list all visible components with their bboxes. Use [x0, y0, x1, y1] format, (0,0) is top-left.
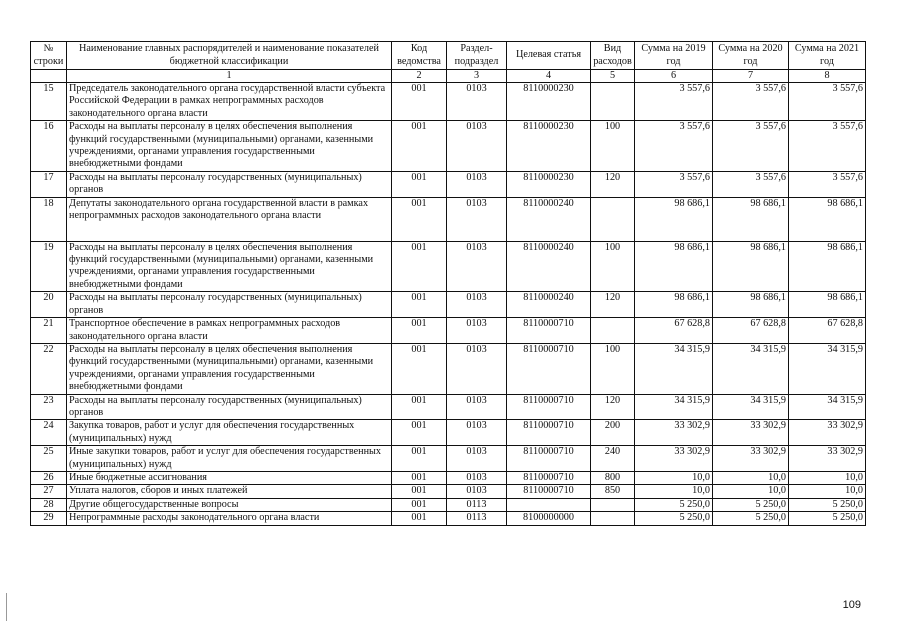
target-item-cell: 8110000230	[507, 171, 591, 197]
department-code-cell: 001	[392, 343, 447, 394]
sum-2020-cell: 67 628,8	[713, 318, 789, 344]
expense-type-cell: 800	[591, 471, 635, 484]
sum-2021-cell: 10,0	[789, 485, 866, 498]
column-number-row	[31, 70, 866, 83]
column-number-label: 8	[789, 70, 866, 83]
expense-type-cell: 200	[591, 420, 635, 446]
sum-2020-cell: 98 686,1	[713, 241, 789, 292]
sum-2021-cell: 33 302,9	[789, 420, 866, 446]
margin-line	[6, 593, 7, 621]
header-row-number: № строки	[31, 42, 67, 70]
budget-table	[30, 41, 866, 526]
target-item-cell: 8110000230	[507, 121, 591, 172]
table-row	[31, 343, 866, 394]
section-cell: 0103	[447, 318, 507, 344]
header-sum-2021: Сумма на 2021 год	[789, 42, 866, 70]
expense-type-cell: 240	[591, 446, 635, 472]
sum-2021-cell: 98 686,1	[789, 292, 866, 318]
item-name-cell: Уплата налогов, сборов и иных платежей	[67, 485, 392, 498]
sum-2020-cell: 98 686,1	[713, 197, 789, 241]
sum-2019-cell: 98 686,1	[635, 241, 713, 292]
sum-2020-cell: 3 557,6	[713, 171, 789, 197]
section-cell: 0103	[447, 343, 507, 394]
item-name-cell: Непрограммные расходы законодательного органа власти	[67, 512, 392, 525]
sum-2021-cell: 67 628,8	[789, 318, 866, 344]
table-row	[31, 498, 866, 511]
table-row	[31, 121, 866, 172]
item-name-cell: Транспортное обеспечение в рамках непрограммных расходов законодательного органа власти	[67, 318, 392, 344]
sum-2019-cell: 10,0	[635, 485, 713, 498]
sum-2020-cell: 5 250,0	[713, 498, 789, 511]
column-number-label: 1	[67, 70, 392, 83]
row-number-cell: 15	[31, 83, 67, 121]
sum-2021-cell: 5 250,0	[789, 512, 866, 525]
column-number-label: 3	[447, 70, 507, 83]
section-cell: 0103	[447, 394, 507, 420]
sum-2021-cell: 3 557,6	[789, 121, 866, 172]
target-item-cell: 8110000710	[507, 420, 591, 446]
expense-type-cell: 120	[591, 394, 635, 420]
department-code-cell: 001	[392, 394, 447, 420]
item-name-cell: Расходы на выплаты персоналу государственных (муниципальных) органов	[67, 292, 392, 318]
target-item-cell: 8110000710	[507, 471, 591, 484]
item-name-cell: Расходы на выплаты персоналу в целях обеспечения выполнения функций государственными (муниципальными) органами, казенными учреждениями, органами управления государственными внебюджетными фондами	[67, 343, 392, 394]
row-number-cell: 27	[31, 485, 67, 498]
department-code-cell: 001	[392, 471, 447, 484]
sum-2019-cell: 3 557,6	[635, 171, 713, 197]
header-row	[31, 42, 866, 70]
column-number-label: 7	[713, 70, 789, 83]
department-code-cell: 001	[392, 485, 447, 498]
target-item-cell: 8110000710	[507, 446, 591, 472]
row-number-cell: 29	[31, 512, 67, 525]
sum-2020-cell: 10,0	[713, 471, 789, 484]
section-cell: 0103	[447, 471, 507, 484]
target-item-cell: 8110000710	[507, 394, 591, 420]
sum-2021-cell: 34 315,9	[789, 394, 866, 420]
column-number-label	[31, 70, 67, 83]
section-cell: 0103	[447, 171, 507, 197]
target-item-cell: 8110000240	[507, 197, 591, 241]
table-row	[31, 420, 866, 446]
row-number-cell: 22	[31, 343, 67, 394]
section-cell: 0103	[447, 83, 507, 121]
sum-2019-cell: 3 557,6	[635, 121, 713, 172]
section-cell: 0103	[447, 485, 507, 498]
expense-type-cell: 120	[591, 171, 635, 197]
header-expense-type: Вид расходов	[591, 42, 635, 70]
item-name-cell: Председатель законодательного органа государственной власти субъекта Российской Федерации в рамках непрограммных расходов законодательного органа власти	[67, 83, 392, 121]
header-target-item: Целевая статья	[507, 42, 591, 70]
row-number-cell: 28	[31, 498, 67, 511]
row-number-cell: 16	[31, 121, 67, 172]
table-row	[31, 446, 866, 472]
sum-2021-cell: 10,0	[789, 471, 866, 484]
section-cell: 0103	[447, 292, 507, 318]
item-name-cell: Расходы на выплаты персоналу государственных (муниципальных) органов	[67, 394, 392, 420]
department-code-cell: 001	[392, 512, 447, 525]
sum-2020-cell: 34 315,9	[713, 394, 789, 420]
sum-2019-cell: 98 686,1	[635, 197, 713, 241]
target-item-cell: 8110000240	[507, 292, 591, 318]
sum-2021-cell: 98 686,1	[789, 197, 866, 241]
sum-2019-cell: 3 557,6	[635, 83, 713, 121]
table-row	[31, 512, 866, 525]
sum-2019-cell: 34 315,9	[635, 343, 713, 394]
expense-type-cell: 120	[591, 292, 635, 318]
department-code-cell: 001	[392, 241, 447, 292]
row-number-cell: 21	[31, 318, 67, 344]
target-item-cell: 8110000240	[507, 241, 591, 292]
header-name: Наименование главных распорядителей и наименование показателей бюджетной классификации	[67, 42, 392, 70]
sum-2020-cell: 10,0	[713, 485, 789, 498]
department-code-cell: 001	[392, 197, 447, 241]
item-name-cell: Закупка товаров, работ и услуг для обеспечения государственных (муниципальных) нужд	[67, 420, 392, 446]
header-sum-2020: Сумма на 2020 год	[713, 42, 789, 70]
department-code-cell: 001	[392, 498, 447, 511]
column-number-label: 4	[507, 70, 591, 83]
expense-type-cell: 850	[591, 485, 635, 498]
sum-2021-cell: 3 557,6	[789, 83, 866, 121]
row-number-cell: 17	[31, 171, 67, 197]
item-name-cell: Расходы на выплаты персоналу в целях обеспечения выполнения функций государственными (муниципальными) органами, казенными учреждениями, органами управления государственными внебюджетными фондами	[67, 121, 392, 172]
row-number-cell: 25	[31, 446, 67, 472]
section-cell: 0103	[447, 446, 507, 472]
item-name-cell: Иные бюджетные ассигнования	[67, 471, 392, 484]
sum-2020-cell: 33 302,9	[713, 420, 789, 446]
header-sum-2019: Сумма на 2019 год	[635, 42, 713, 70]
expense-type-cell	[591, 197, 635, 241]
target-item-cell: 8110000710	[507, 343, 591, 394]
target-item-cell	[507, 498, 591, 511]
department-code-cell: 001	[392, 83, 447, 121]
department-code-cell: 001	[392, 420, 447, 446]
column-number-label: 6	[635, 70, 713, 83]
section-cell: 0113	[447, 498, 507, 511]
sum-2021-cell: 34 315,9	[789, 343, 866, 394]
column-number-label: 5	[591, 70, 635, 83]
expense-type-cell	[591, 318, 635, 344]
item-name-cell: Другие общегосударственные вопросы	[67, 498, 392, 511]
sum-2021-cell: 98 686,1	[789, 241, 866, 292]
sum-2021-cell: 5 250,0	[789, 498, 866, 511]
page-number: 109	[842, 599, 861, 611]
table-row	[31, 485, 866, 498]
sum-2020-cell: 3 557,6	[713, 83, 789, 121]
table-row	[31, 318, 866, 344]
sum-2020-cell: 3 557,6	[713, 121, 789, 172]
item-name-cell: Расходы на выплаты персоналу государственных (муниципальных) органов	[67, 171, 392, 197]
row-number-cell: 20	[31, 292, 67, 318]
row-number-cell: 18	[31, 197, 67, 241]
target-item-cell: 8100000000	[507, 512, 591, 525]
sum-2020-cell: 33 302,9	[713, 446, 789, 472]
sum-2019-cell: 98 686,1	[635, 292, 713, 318]
department-code-cell: 001	[392, 121, 447, 172]
section-cell: 0113	[447, 512, 507, 525]
sum-2021-cell: 33 302,9	[789, 446, 866, 472]
table-row	[31, 471, 866, 484]
sum-2019-cell: 33 302,9	[635, 446, 713, 472]
sum-2019-cell: 5 250,0	[635, 498, 713, 511]
target-item-cell: 8110000710	[507, 485, 591, 498]
table-row	[31, 394, 866, 420]
department-code-cell: 001	[392, 318, 447, 344]
section-cell: 0103	[447, 241, 507, 292]
sum-2021-cell: 3 557,6	[789, 171, 866, 197]
column-number-label: 2	[392, 70, 447, 83]
header-department-code: Код ведомства	[392, 42, 447, 70]
department-code-cell: 001	[392, 292, 447, 318]
target-item-cell: 8110000710	[507, 318, 591, 344]
table-row	[31, 171, 866, 197]
sum-2020-cell: 98 686,1	[713, 292, 789, 318]
row-number-cell: 26	[31, 471, 67, 484]
sum-2020-cell: 34 315,9	[713, 343, 789, 394]
table-row	[31, 241, 866, 292]
table-row	[31, 292, 866, 318]
item-name-cell: Иные закупки товаров, работ и услуг для обеспечения государственных (муниципальных) нужд	[67, 446, 392, 472]
expense-type-cell: 100	[591, 241, 635, 292]
expense-type-cell	[591, 512, 635, 525]
row-number-cell: 19	[31, 241, 67, 292]
header-section: Раздел-подраздел	[447, 42, 507, 70]
sum-2020-cell: 5 250,0	[713, 512, 789, 525]
expense-type-cell: 100	[591, 343, 635, 394]
table-row	[31, 197, 866, 241]
department-code-cell: 001	[392, 446, 447, 472]
expense-type-cell: 100	[591, 121, 635, 172]
section-cell: 0103	[447, 420, 507, 446]
row-number-cell: 24	[31, 420, 67, 446]
row-number-cell: 23	[31, 394, 67, 420]
sum-2019-cell: 33 302,9	[635, 420, 713, 446]
item-name-cell: Депутаты законодательного органа государственной власти в рамках непрограммных расходов законодательного органа власти	[67, 197, 392, 241]
table-row	[31, 83, 866, 121]
sum-2019-cell: 5 250,0	[635, 512, 713, 525]
expense-type-cell	[591, 83, 635, 121]
sum-2019-cell: 67 628,8	[635, 318, 713, 344]
sum-2019-cell: 34 315,9	[635, 394, 713, 420]
target-item-cell: 8110000230	[507, 83, 591, 121]
section-cell: 0103	[447, 121, 507, 172]
item-name-cell: Расходы на выплаты персоналу в целях обеспечения выполнения функций государственными (муниципальными) органами, казенными учреждениями, органами управления государственными внебюджетными фондами	[67, 241, 392, 292]
sum-2019-cell: 10,0	[635, 471, 713, 484]
expense-type-cell	[591, 498, 635, 511]
department-code-cell: 001	[392, 171, 447, 197]
section-cell: 0103	[447, 197, 507, 241]
